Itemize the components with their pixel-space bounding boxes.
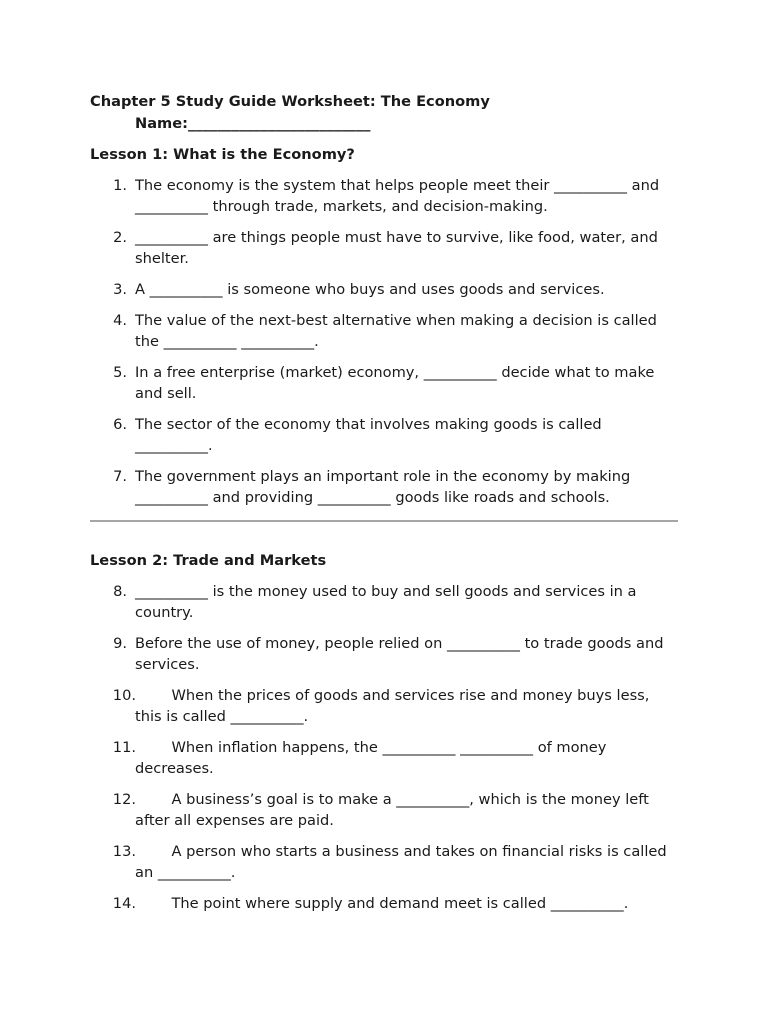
question-text: The value of the next-best alternative when making a decision is called the __________ __________. [135,312,657,350]
question-text: The economy is the system that helps people meet their __________ and __________ through trade, markets, and decision-making. [135,177,660,215]
question-text: The sector of the economy that involves making goods is called __________. [135,416,602,454]
question-number: 10. [112,687,136,704]
question-number: 9. [113,635,127,652]
question-item [90,466,680,508]
question-number: 3. [113,281,127,298]
lesson1-heading: Lesson 1: What is the Economy? [90,146,355,163]
question-text: When the prices of goods and services rise and money buys less, this is called __________. [135,687,650,725]
question-item [90,789,680,831]
worksheet-title: Chapter 5 Study Guide Worksheet: The Economy [90,93,490,110]
question-item [90,633,680,675]
question-item [90,685,680,727]
worksheet-page [90,91,680,914]
question-item [90,737,680,779]
question-number: 7. [113,468,127,485]
section-divider [90,520,678,522]
question-item [90,175,680,217]
question-text: The government plays an important role in the economy by making __________ and providing __________ goods like roads and schools. [135,468,631,506]
question-item [90,362,680,404]
question-number: 2. [113,229,127,246]
question-text: A __________ is someone who buys and uses goods and services. [135,281,605,298]
student-name-field[interactable]: Name:_________________________ [135,115,371,132]
question-number: 14. [112,895,136,912]
question-text: __________ is the money used to buy and sell goods and services in a country. [135,583,637,621]
question-number: 6. [113,416,127,433]
question-item [90,310,680,352]
question-text: A person who starts a business and takes on financial risks is called an __________. [135,843,667,881]
question-number: 13. [112,843,136,860]
question-item [90,279,680,300]
question-item [90,227,680,269]
question-text: The point where supply and demand meet is called __________. [135,895,629,912]
question-item [90,893,680,914]
question-item [90,581,680,623]
question-text: A business’s goal is to make a __________, which is the money left after all expenses are paid. [135,791,649,829]
question-item [90,841,680,883]
question-number: 8. [113,583,127,600]
lesson2-heading: Lesson 2: Trade and Markets [90,552,327,569]
question-number: 12. [112,791,136,808]
question-text: Before the use of money, people relied on __________ to trade goods and services. [135,635,664,673]
question-item [90,414,680,456]
question-text: When inflation happens, the __________ __________ of money decreases. [135,739,607,777]
question-text: In a free enterprise (market) economy, __________ decide what to make and sell. [135,364,655,402]
lesson2-question-list [90,581,680,914]
lesson1-question-list [90,175,680,508]
question-number: 4. [113,312,127,329]
question-text: __________ are things people must have to survive, like food, water, and shelter. [135,229,658,267]
question-number: 11. [112,739,136,756]
question-number: 5. [113,364,127,381]
question-number: 1. [113,177,127,194]
